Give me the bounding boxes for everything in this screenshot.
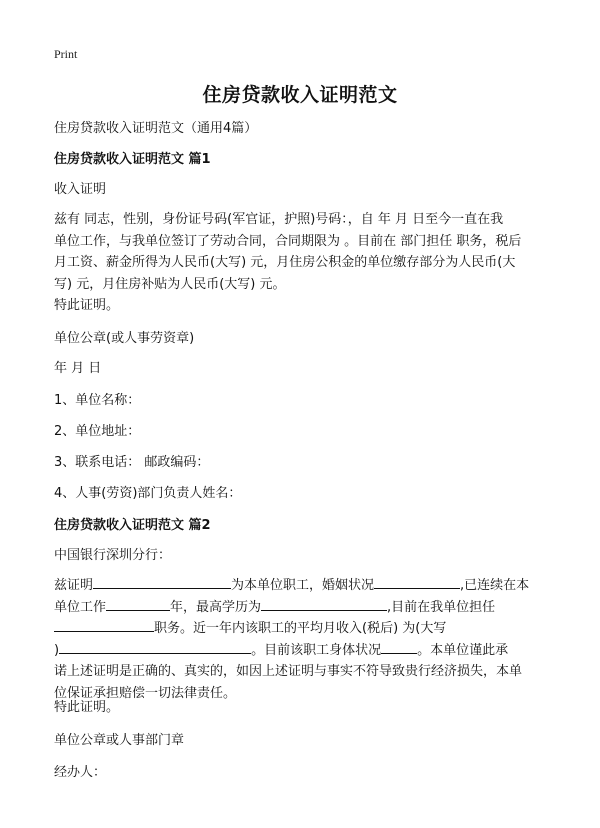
section2-heading: 住房贷款收入证明范文 篇2 [54,518,211,533]
section2-body-line [54,597,550,619]
section2-hereby: 特此证明。 [54,700,120,715]
section1-body-line: 单位工作，与我单位签订了劳动合同，合同期限为 。目前在 部门担任 职务，税后 [54,233,522,249]
section2-handler: 经办人： [54,765,107,780]
section1-body-line: 兹有 同志，性别，身份证号码(军官证，护照)号码：，自 年 月 日至今一直在我 [54,212,504,227]
blank-years[interactable] [106,597,170,611]
document-subtitle: 住房贷款收入证明范文（通用4篇） [54,121,258,136]
blank-health[interactable] [381,640,417,654]
document-title: 住房贷款收入证明范文 [202,84,398,106]
text-fragment: 职务。近一年内该职工的平均月收入(税后) 为(大写 [154,621,447,636]
text-fragment: 为本单位职工，婚姻状况 [231,578,375,593]
section2-addressee: 中国银行深圳分行： [54,548,172,563]
blank-employee-name[interactable] [93,575,231,589]
blank-marital-status[interactable] [374,575,460,589]
text-fragment: 年，最高学历为 [170,599,262,615]
section1-body-line: 写) 元，月住房补贴为人民币(大写) 元。 [54,276,286,292]
section1-body [54,209,550,295]
section2-seal: 单位公章或人事部门章 [54,733,185,748]
text-fragment: 兹证明 [54,578,94,593]
text-fragment: 单位工作 [54,599,107,615]
section2-body-line: 诺上述证明是正确的、真实的，如因上述证明与事实不符导致贵行经济损失，本单 [54,664,523,679]
section1-item: 3、联系电话： 邮政编码： [54,455,210,470]
section2-body-line [54,575,550,597]
section2-body [54,575,550,704]
text-fragment: 。目前该职工身体状况 [251,642,382,658]
section1-date: 年 月 日 [54,361,102,376]
section2-body-line: 位保证承担赔偿一切法律责任。 [54,685,237,701]
section1-heading: 住房贷款收入证明范文 篇1 [54,152,211,167]
blank-education[interactable] [261,597,387,611]
print-label[interactable]: Print [54,47,78,61]
section1-item: 1、单位名称： [54,393,141,408]
section1-item: 2、单位地址： [54,424,141,439]
section1-seal: 单位公章(或人事劳资章) [54,331,195,346]
text-fragment: ,目前在我单位担任 [387,599,496,615]
blank-position[interactable] [54,618,154,632]
section1-item: 4、人事(劳资)部门负责人姓名： [54,486,242,501]
text-fragment: ,已连续在本 [460,578,530,593]
section1-cert-title: 收入证明 [54,182,107,197]
text-fragment: ) [54,642,60,658]
section2-body-line [54,618,550,640]
section1-hereby: 特此证明。 [54,298,120,313]
text-fragment: 。本单位谨此承 [417,642,509,658]
section1-body-line: 月工资、薪金所得为人民币(大写) 元，月住房公积金的单位缴存部分为人民币(大 [54,255,516,270]
blank-income[interactable] [59,640,251,654]
section2-body-line [54,640,550,662]
